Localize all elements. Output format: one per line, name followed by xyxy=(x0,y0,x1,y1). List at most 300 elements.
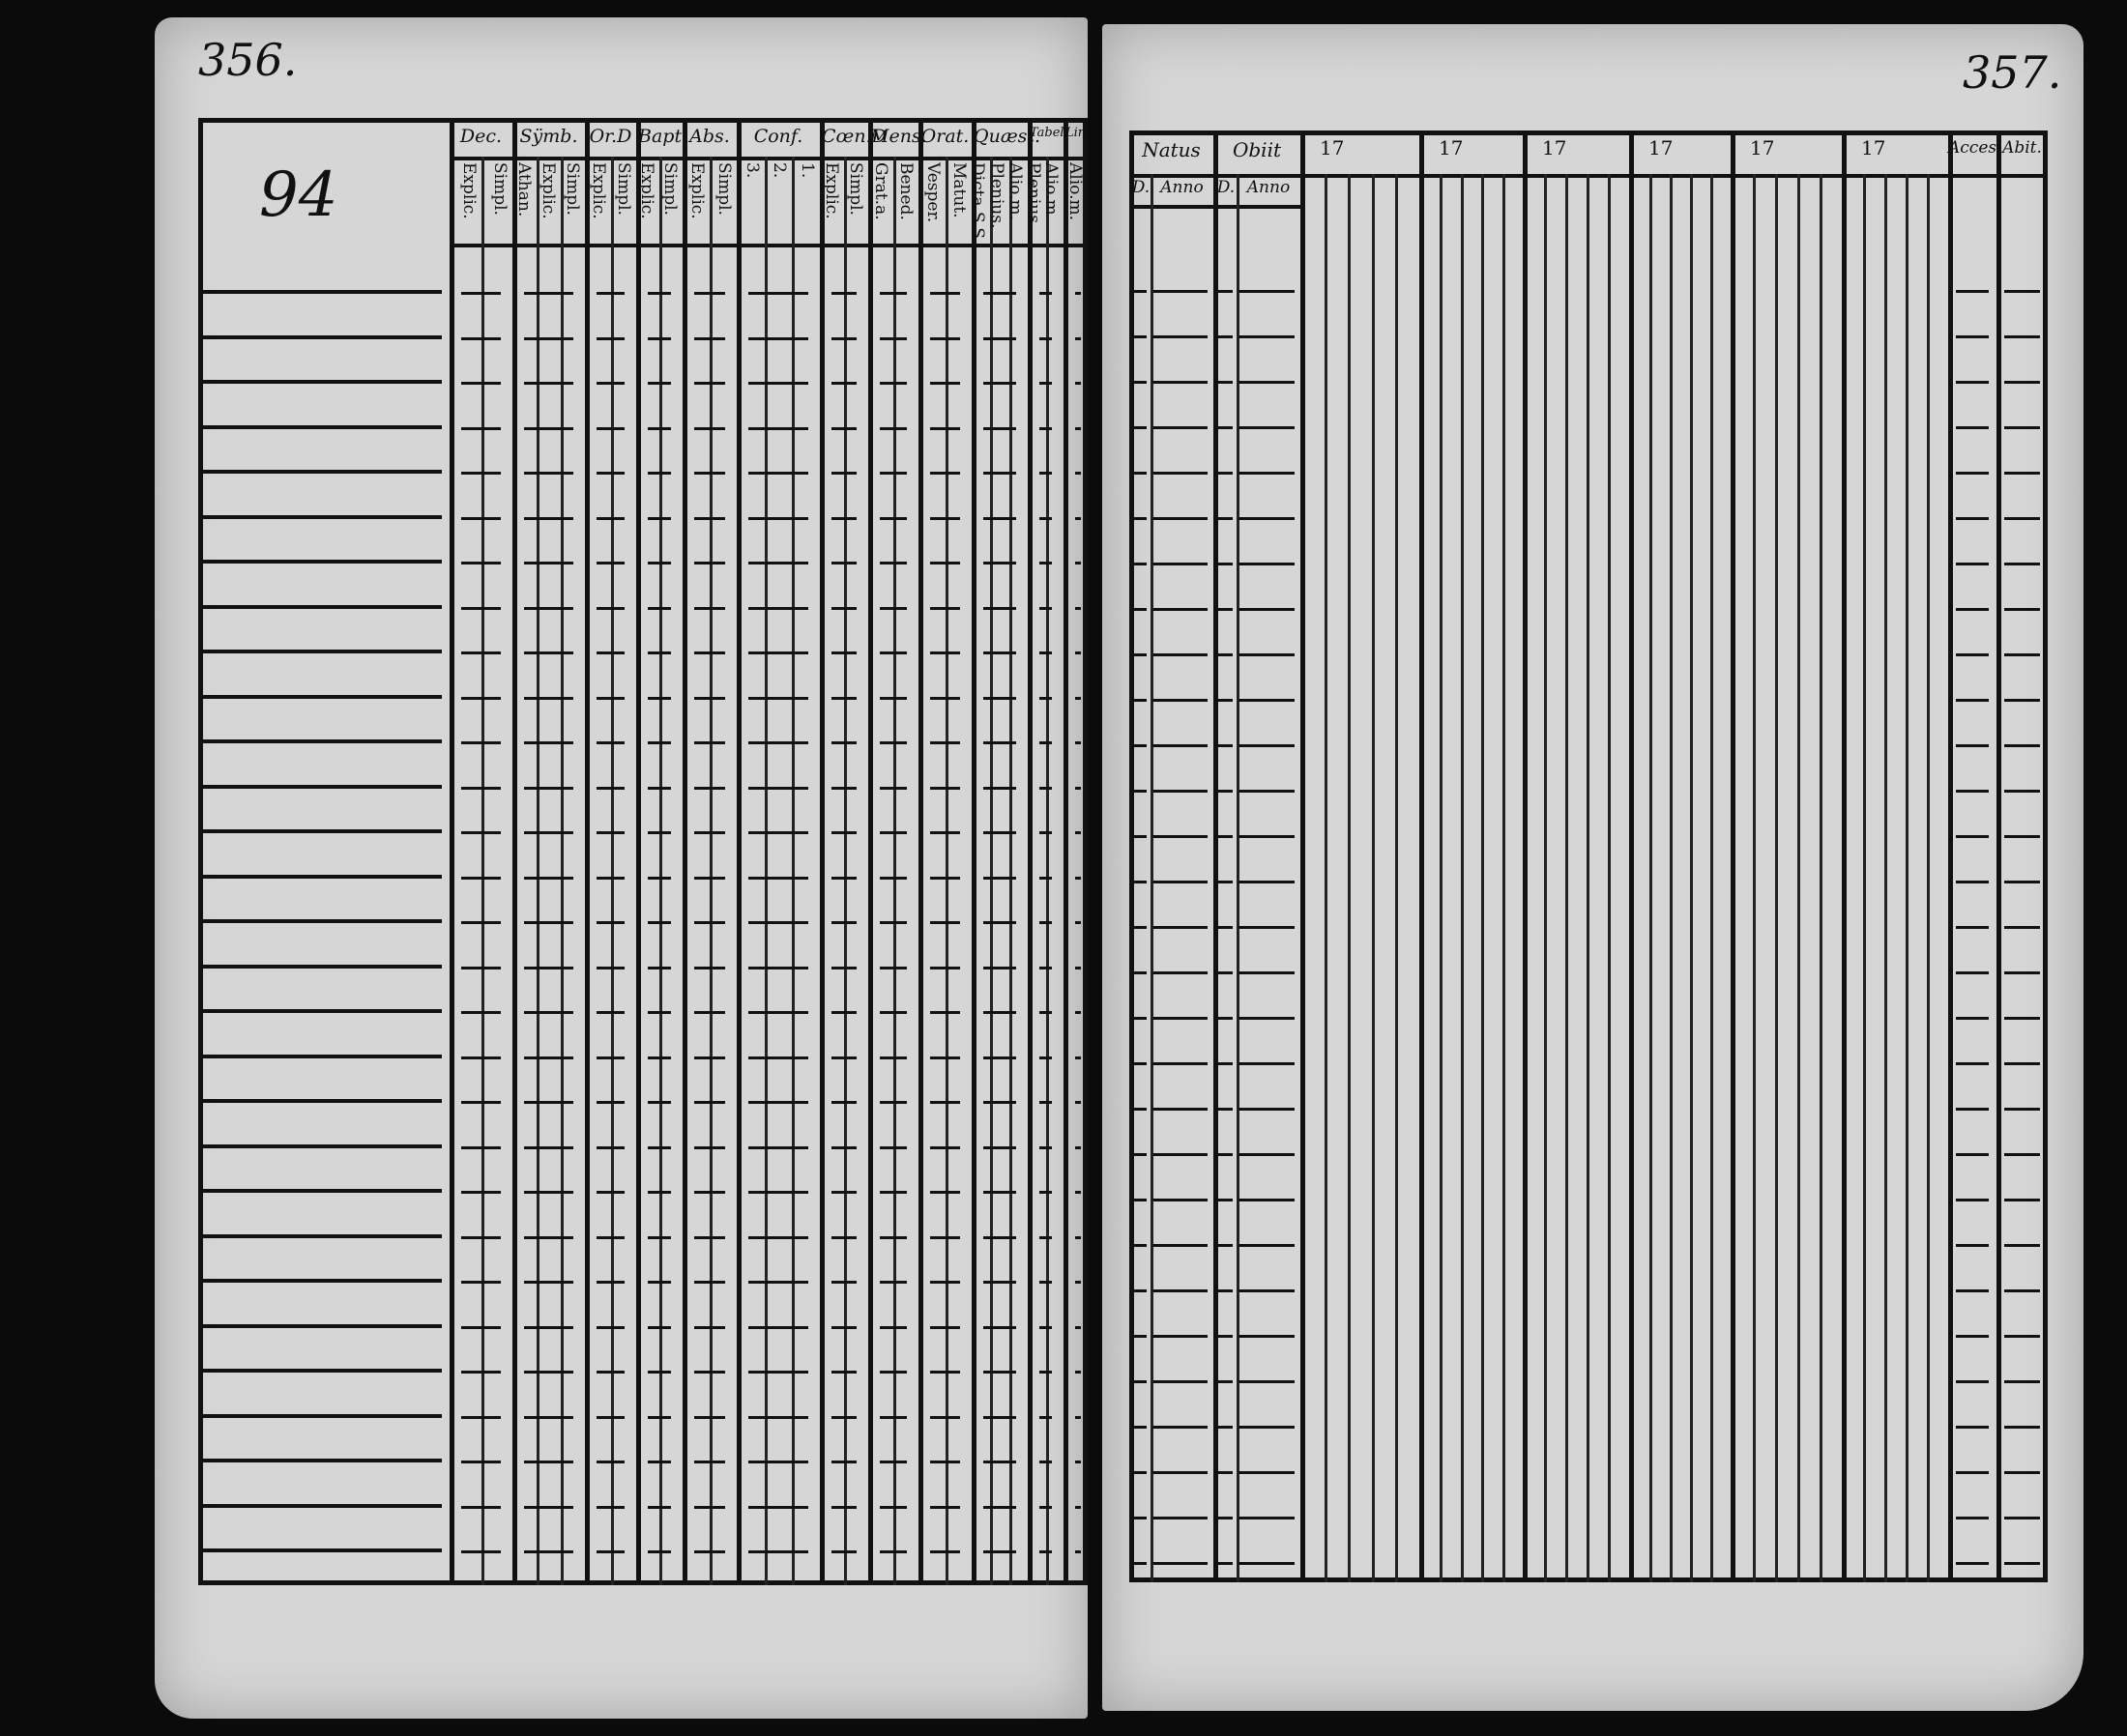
right-row-dash xyxy=(2004,1517,2040,1519)
left-row-dash xyxy=(694,517,725,520)
left-row-dash xyxy=(930,1416,960,1419)
left-name-column-border xyxy=(450,118,454,1585)
left-row-dash xyxy=(648,1011,671,1014)
left-row-dash xyxy=(983,1550,1016,1553)
right-row-dash xyxy=(2004,790,2040,793)
left-row-dash xyxy=(597,1146,625,1149)
left-header-label: Or.D xyxy=(589,126,632,147)
left-row-dash xyxy=(694,427,725,430)
left-row-dash xyxy=(748,1281,808,1284)
left-row-dash xyxy=(831,1056,857,1059)
left-name-row-line xyxy=(203,335,442,339)
left-row-dash xyxy=(748,1101,808,1104)
right-row-dash xyxy=(1956,835,1989,838)
left-name-row-line xyxy=(203,1189,442,1193)
year-group-border xyxy=(1842,130,1847,1582)
left-row-dash xyxy=(831,1191,857,1194)
left-row-dash xyxy=(1039,1550,1052,1553)
left-row-dash xyxy=(648,1146,671,1149)
left-row-dash xyxy=(930,651,960,654)
right-row-dash xyxy=(2004,1335,2040,1338)
left-row-dash xyxy=(930,1236,960,1239)
year-subcolumn-border xyxy=(1395,174,1398,1582)
left-row-dash xyxy=(1075,1191,1081,1194)
left-row-dash xyxy=(1039,1146,1052,1149)
left-row-dash xyxy=(524,1461,573,1463)
right-row-dash xyxy=(2004,1426,2040,1429)
left-row-dash xyxy=(694,741,725,744)
right-row-dash xyxy=(1152,1244,1208,1247)
left-row-dash xyxy=(930,382,960,385)
left-row-dash xyxy=(597,1236,625,1239)
left-row-dash xyxy=(930,967,960,969)
right-row-dash xyxy=(2004,1062,2040,1065)
right-row-dash xyxy=(1956,1153,1989,1156)
left-row-dash xyxy=(694,787,725,790)
left-row-dash xyxy=(461,472,501,475)
left-row-dash xyxy=(880,472,907,475)
left-row-dash xyxy=(597,292,625,295)
left-row-dash xyxy=(748,472,808,475)
left-row-dash xyxy=(597,607,625,610)
left-row-dash xyxy=(930,1191,960,1194)
left-name-row-line xyxy=(203,1504,442,1508)
left-row-dash xyxy=(748,831,808,834)
left-row-dash xyxy=(930,337,960,340)
right-row-dash xyxy=(1152,881,1208,883)
right-row-dash xyxy=(1238,1199,1295,1201)
left-row-dash xyxy=(524,1236,573,1239)
left-row-dash xyxy=(930,1326,960,1329)
right-row-dash xyxy=(1217,1426,1233,1429)
left-subheader-label: Explic. xyxy=(458,162,479,219)
left-row-dash xyxy=(983,787,1016,790)
right-row-dash xyxy=(1238,517,1295,520)
right-row-dash xyxy=(1217,790,1233,793)
left-column-border xyxy=(868,118,873,1585)
year-group-border xyxy=(1731,130,1735,1582)
left-row-dash xyxy=(930,292,960,295)
left-row-dash xyxy=(831,517,857,520)
left-row-dash xyxy=(694,877,725,880)
right-row-dash xyxy=(2004,290,2040,293)
left-row-dash xyxy=(461,427,501,430)
left-header-label: Quæst. xyxy=(974,126,1041,147)
right-row-dash xyxy=(1152,1153,1208,1156)
left-row-dash xyxy=(597,1281,625,1284)
left-row-dash xyxy=(597,382,625,385)
left-row-dash xyxy=(880,607,907,610)
left-row-dash xyxy=(1039,292,1052,295)
left-row-dash xyxy=(1039,1056,1052,1059)
left-row-dash xyxy=(461,921,501,924)
left-row-dash xyxy=(831,1146,857,1149)
left-row-dash xyxy=(1075,382,1081,385)
left-row-dash xyxy=(524,607,573,610)
left-row-dash xyxy=(880,1416,907,1419)
right-row-dash xyxy=(1217,1289,1233,1292)
left-name-row-line xyxy=(203,1324,442,1328)
right-row-dash xyxy=(1217,426,1233,429)
left-row-dash xyxy=(648,831,671,834)
right-row-dash xyxy=(1152,1426,1208,1429)
left-row-dash xyxy=(648,877,671,880)
left-row-dash xyxy=(461,1191,501,1194)
left-subheader-label: Simpl. xyxy=(490,162,510,216)
left-row-dash xyxy=(694,831,725,834)
left-name-row-line xyxy=(203,1548,442,1552)
left-row-dash xyxy=(1039,427,1052,430)
right-row-dash xyxy=(1152,335,1208,338)
left-row-dash xyxy=(1075,1236,1081,1239)
obiit-day-label: D. xyxy=(1216,178,1236,197)
right-row-dash xyxy=(1152,381,1208,384)
right-row-dash xyxy=(1133,608,1147,611)
left-row-dash xyxy=(694,1371,725,1374)
left-row-dash xyxy=(597,1056,625,1059)
right-row-dash xyxy=(1238,835,1295,838)
left-row-dash xyxy=(880,427,907,430)
left-subheader-label: Explic. xyxy=(539,162,558,219)
left-column-border xyxy=(636,118,641,1585)
left-name-row-line xyxy=(203,470,442,474)
right-row-dash xyxy=(1133,835,1147,838)
left-row-dash xyxy=(694,1281,725,1284)
right-row-dash xyxy=(1956,381,1989,384)
left-name-row-line xyxy=(203,695,442,699)
year-subcolumn-border xyxy=(1906,174,1908,1582)
left-row-dash xyxy=(524,1371,573,1374)
left-row-dash xyxy=(930,427,960,430)
left-row-dash xyxy=(983,1461,1016,1463)
left-row-dash xyxy=(694,1146,725,1149)
right-row-dash xyxy=(1152,926,1208,929)
left-row-dash xyxy=(1039,1326,1052,1329)
left-name-row-line xyxy=(203,875,442,879)
right-row-dash xyxy=(1238,1108,1295,1111)
left-row-dash xyxy=(1075,787,1081,790)
left-row-dash xyxy=(597,337,625,340)
right-row-dash xyxy=(1133,1380,1147,1383)
right-row-dash xyxy=(1238,1017,1295,1020)
left-row-dash xyxy=(648,292,671,295)
left-row-dash xyxy=(1075,1550,1081,1553)
left-row-dash xyxy=(597,651,625,654)
left-subheader-label: Grat.a. xyxy=(871,162,890,220)
left-row-dash xyxy=(930,472,960,475)
left-row-dash xyxy=(831,1281,857,1284)
left-subheader-label: Simpl. xyxy=(714,162,734,216)
left-row-dash xyxy=(831,741,857,744)
right-row-dash xyxy=(1217,926,1233,929)
right-row-dash xyxy=(1238,290,1295,293)
left-row-dash xyxy=(930,607,960,610)
left-row-dash xyxy=(597,472,625,475)
left-row-dash xyxy=(880,967,907,969)
left-row-dash xyxy=(648,337,671,340)
left-row-dash xyxy=(983,382,1016,385)
right-row-dash xyxy=(1217,1517,1233,1519)
left-row-dash xyxy=(930,1371,960,1374)
left-row-dash xyxy=(880,1550,907,1553)
left-row-dash xyxy=(648,1236,671,1239)
left-row-dash xyxy=(694,1056,725,1059)
obiit-day-border xyxy=(1237,174,1239,1582)
left-subheader-label: Explic. xyxy=(822,162,841,219)
left-row-dash xyxy=(461,1056,501,1059)
right-row-dash xyxy=(1217,563,1233,565)
right-row-dash xyxy=(1152,1380,1208,1383)
left-row-dash xyxy=(694,1506,725,1509)
left-row-dash xyxy=(880,741,907,744)
left-row-dash xyxy=(694,292,725,295)
left-row-dash xyxy=(831,1461,857,1463)
right-row-dash xyxy=(1956,1426,1989,1429)
left-row-dash xyxy=(461,787,501,790)
right-row-dash xyxy=(2004,653,2040,656)
right-row-dash xyxy=(1217,971,1233,974)
left-row-dash xyxy=(461,1371,501,1374)
left-row-dash xyxy=(1039,1101,1052,1104)
left-row-dash xyxy=(880,831,907,834)
left-subheader-label: Matut. xyxy=(949,162,969,218)
right-row-dash xyxy=(1238,1562,1295,1565)
left-row-dash xyxy=(880,1506,907,1509)
left-row-dash xyxy=(524,697,573,700)
left-row-dash xyxy=(648,921,671,924)
left-header-label: Tabel. xyxy=(1030,126,1068,140)
left-row-dash xyxy=(597,697,625,700)
right-row-dash xyxy=(1133,1153,1147,1156)
left-row-dash xyxy=(648,1371,671,1374)
left-name-row-line xyxy=(203,1459,442,1462)
right-row-dash xyxy=(1133,1062,1147,1065)
right-row-dash xyxy=(2004,881,2040,883)
right-row-dash xyxy=(1238,1426,1295,1429)
left-row-dash xyxy=(983,1101,1016,1104)
left-row-dash xyxy=(1075,472,1081,475)
year-subcolumn-border xyxy=(1325,174,1327,1582)
left-row-dash xyxy=(831,1416,857,1419)
left-row-dash xyxy=(597,1011,625,1014)
left-row-dash xyxy=(461,607,501,610)
right-row-dash xyxy=(2004,1108,2040,1111)
left-header-label: Bapt. xyxy=(638,126,688,147)
left-row-dash xyxy=(930,1281,960,1284)
right-row-dash xyxy=(1152,744,1208,747)
left-row-dash xyxy=(748,877,808,880)
left-name-row-line xyxy=(203,1234,442,1238)
left-row-dash xyxy=(748,607,808,610)
right-row-dash xyxy=(2004,517,2040,520)
left-name-row-line xyxy=(203,560,442,564)
year-subcolumn-border xyxy=(1690,174,1693,1582)
left-row-dash xyxy=(1039,741,1052,744)
left-row-dash xyxy=(1039,1011,1052,1014)
right-row-dash xyxy=(1238,426,1295,429)
left-row-dash xyxy=(1039,877,1052,880)
left-row-dash xyxy=(461,1281,501,1284)
left-row-dash xyxy=(831,1011,857,1014)
left-name-row-line xyxy=(203,739,442,743)
right-row-dash xyxy=(1217,1062,1233,1065)
right-row-dash xyxy=(1133,563,1147,565)
right-row-dash xyxy=(1133,1562,1147,1565)
right-page-number: 357. xyxy=(1963,46,2062,99)
left-row-dash xyxy=(461,1326,501,1329)
left-row-dash xyxy=(648,1506,671,1509)
right-row-dash xyxy=(1238,790,1295,793)
left-row-dash xyxy=(930,1550,960,1553)
left-row-dash xyxy=(648,787,671,790)
left-row-dash xyxy=(930,831,960,834)
right-row-dash xyxy=(1152,699,1208,702)
left-row-dash xyxy=(524,921,573,924)
right-row-dash xyxy=(1217,1108,1233,1111)
left-row-dash xyxy=(1039,1371,1052,1374)
left-row-dash xyxy=(461,382,501,385)
left-row-dash xyxy=(597,1506,625,1509)
year-subcolumn-border xyxy=(1481,174,1484,1582)
left-row-dash xyxy=(748,967,808,969)
left-row-dash xyxy=(831,472,857,475)
acces-border xyxy=(1948,130,1953,1582)
left-row-dash xyxy=(461,831,501,834)
left-row-dash xyxy=(648,517,671,520)
year-header: 17 xyxy=(1320,136,1345,159)
left-row-dash xyxy=(461,292,501,295)
right-row-dash xyxy=(1133,699,1147,702)
right-row-dash xyxy=(2004,1562,2040,1565)
left-subheader-label: Explic. xyxy=(588,162,608,219)
right-row-dash xyxy=(1133,1244,1147,1247)
right-row-dash xyxy=(1956,1380,1989,1383)
right-row-dash xyxy=(1956,472,1989,475)
right-row-dash xyxy=(1152,426,1208,429)
left-row-dash xyxy=(880,1236,907,1239)
right-row-dash xyxy=(1217,1199,1233,1201)
left-row-dash xyxy=(880,1101,907,1104)
year-subcolumn-border xyxy=(1775,174,1778,1582)
right-row-dash xyxy=(1152,790,1208,793)
right-row-dash xyxy=(1152,608,1208,611)
left-row-dash xyxy=(930,1146,960,1149)
left-subheader-label: Dicta S.S. xyxy=(968,162,988,244)
right-row-dash xyxy=(1217,1335,1233,1338)
right-row-dash xyxy=(1152,1562,1208,1565)
left-row-dash xyxy=(831,1371,857,1374)
left-row-dash xyxy=(1075,741,1081,744)
left-row-dash xyxy=(748,1550,808,1553)
right-row-dash xyxy=(1217,653,1233,656)
left-row-dash xyxy=(597,1371,625,1374)
right-row-dash xyxy=(1217,744,1233,747)
year-header: 17 xyxy=(1861,136,1886,159)
right-row-dash xyxy=(1238,472,1295,475)
left-header-label: Sÿmb. xyxy=(519,126,578,147)
left-subheader-label: Athan. xyxy=(514,162,534,217)
left-row-dash xyxy=(880,697,907,700)
left-row-dash xyxy=(748,562,808,564)
right-row-dash xyxy=(1956,790,1989,793)
left-row-dash xyxy=(831,427,857,430)
right-row-dash xyxy=(1956,608,1989,611)
left-row-dash xyxy=(831,1550,857,1553)
left-column-border xyxy=(683,118,687,1585)
left-subheader-label: 2. xyxy=(770,162,790,179)
left-row-dash xyxy=(880,337,907,340)
left-row-dash xyxy=(1039,787,1052,790)
left-row-dash xyxy=(748,1191,808,1194)
left-row-dash xyxy=(461,1146,501,1149)
left-row-dash xyxy=(461,1101,501,1104)
year-subcolumn-border xyxy=(1587,174,1589,1582)
right-row-dash xyxy=(1133,1517,1147,1519)
right-row-dash xyxy=(1238,926,1295,929)
left-row-dash xyxy=(524,382,573,385)
left-row-dash xyxy=(597,967,625,969)
right-row-dash xyxy=(1133,971,1147,974)
left-row-dash xyxy=(524,292,573,295)
left-row-dash xyxy=(880,651,907,654)
left-row-dash xyxy=(648,1056,671,1059)
left-row-dash xyxy=(831,562,857,564)
left-row-dash xyxy=(524,562,573,564)
right-row-dash xyxy=(2004,335,2040,338)
year-header: 17 xyxy=(1542,136,1567,159)
right-row-dash xyxy=(1238,1471,1295,1474)
right-row-dash xyxy=(1217,1244,1233,1247)
right-row-dash xyxy=(1133,1017,1147,1020)
left-row-dash xyxy=(748,517,808,520)
left-row-dash xyxy=(524,877,573,880)
left-name-row-line xyxy=(203,1414,442,1418)
left-row-dash xyxy=(461,562,501,564)
left-row-dash xyxy=(694,562,725,564)
left-row-dash xyxy=(1039,337,1052,340)
left-row-dash xyxy=(597,1101,625,1104)
left-row-dash xyxy=(1075,697,1081,700)
left-row-dash xyxy=(831,1101,857,1104)
left-row-dash xyxy=(831,1506,857,1509)
year-subcolumn-border xyxy=(1502,174,1505,1582)
left-row-dash xyxy=(880,1011,907,1014)
left-name-row-line xyxy=(203,515,442,519)
left-row-dash xyxy=(1075,1326,1081,1329)
right-row-dash xyxy=(1956,563,1989,565)
left-row-dash xyxy=(1039,562,1052,564)
left-name-row-line xyxy=(203,1144,442,1148)
left-row-dash xyxy=(1075,292,1081,295)
right-row-dash xyxy=(1217,335,1233,338)
left-row-dash xyxy=(524,1416,573,1419)
left-row-dash xyxy=(1075,651,1081,654)
right-row-dash xyxy=(1217,517,1233,520)
right-row-dash xyxy=(1956,744,1989,747)
left-row-dash xyxy=(524,651,573,654)
left-row-dash xyxy=(597,787,625,790)
left-name-row-line xyxy=(203,1279,442,1283)
right-row-dash xyxy=(1217,1153,1233,1156)
right-row-dash xyxy=(1217,881,1233,883)
right-row-dash xyxy=(1152,517,1208,520)
right-row-dash xyxy=(2004,1017,2040,1020)
right-row-dash xyxy=(1956,1517,1989,1519)
year-subcolumn-border xyxy=(1710,174,1713,1582)
year-header: 17 xyxy=(1750,136,1775,159)
left-column-border xyxy=(972,118,976,1585)
left-name-row-line xyxy=(203,290,442,294)
